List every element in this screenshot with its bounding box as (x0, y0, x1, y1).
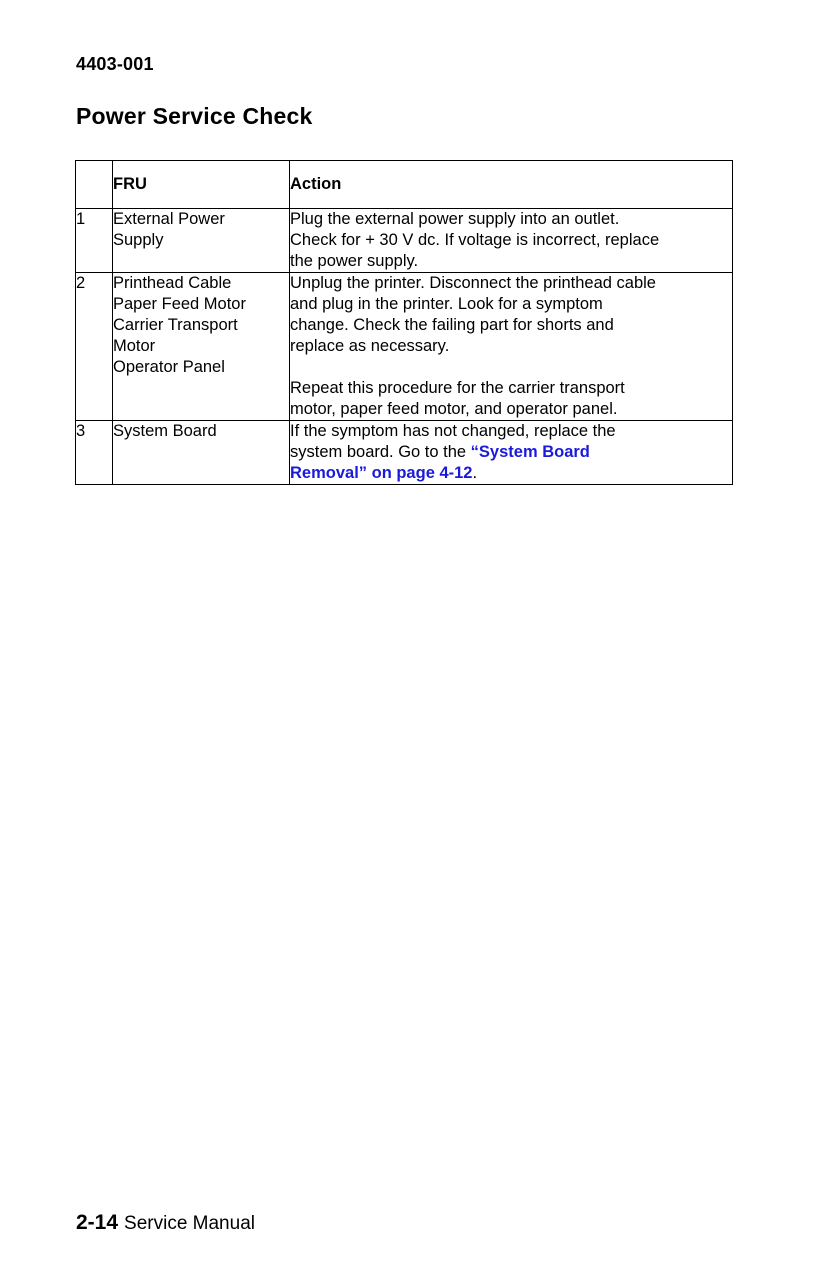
paragraph-gap (290, 357, 732, 378)
table-row (76, 421, 733, 485)
action-line: and plug in the printer. Look for a symptom (290, 295, 603, 313)
step-number: 2 (76, 273, 113, 421)
fru-cell (113, 273, 290, 421)
fru-line: Paper Feed Motor (113, 295, 246, 313)
action-line: the power supply. (290, 252, 419, 270)
action-line: motor, paper feed motor, and operator panel. (290, 400, 618, 418)
fru-cell (113, 421, 290, 485)
action-line: Unplug the printer. Disconnect the printhead cable (290, 274, 656, 292)
table-row (76, 209, 733, 273)
fru-line: External Power (113, 210, 225, 228)
document-id: 4403-001 (76, 54, 154, 74)
fru-cell (113, 209, 290, 273)
fru-line: System Board (113, 422, 217, 440)
table-header-row (76, 161, 733, 209)
action-cell (290, 421, 733, 485)
table-row (76, 273, 733, 421)
fru-line: Motor (113, 337, 156, 355)
system-board-removal-link[interactable]: Removal” on page 4-12 (290, 464, 473, 482)
fru-line: Operator Panel (113, 358, 225, 376)
header-action: Action (290, 161, 733, 209)
page-title: Power Service Check (76, 103, 313, 129)
page-footer (76, 1211, 255, 1235)
action-line (290, 463, 732, 484)
action-line: replace as necessary. (290, 337, 450, 355)
action-line: change. Check the failing part for shorts and (290, 316, 614, 334)
page-number: 2-14 (76, 1211, 119, 1234)
fru-line: Carrier Transport (113, 316, 238, 334)
action-line: Check for + 30 V dc. If voltage is incorrect, replace (290, 231, 660, 249)
step-number: 3 (76, 421, 113, 485)
action-line (290, 442, 732, 463)
action-line: If the symptom has not changed, replace the (290, 422, 616, 440)
fru-line: Supply (113, 231, 164, 249)
action-line: Repeat this procedure for the carrier transport (290, 379, 625, 397)
fru-line: Printhead Cable (113, 274, 232, 292)
power-service-check-table (75, 160, 733, 485)
action-cell (290, 209, 733, 273)
system-board-removal-link[interactable]: “System Board (470, 443, 590, 461)
header-step-number (76, 161, 113, 209)
action-line: Plug the external power supply into an outlet. (290, 210, 620, 228)
header-fru: FRU (113, 161, 290, 209)
action-text: system board. Go to the (290, 443, 471, 461)
action-text: . (472, 464, 478, 482)
action-cell (290, 273, 733, 421)
manual-name: Service Manual (124, 1213, 255, 1234)
step-number: 1 (76, 209, 113, 273)
